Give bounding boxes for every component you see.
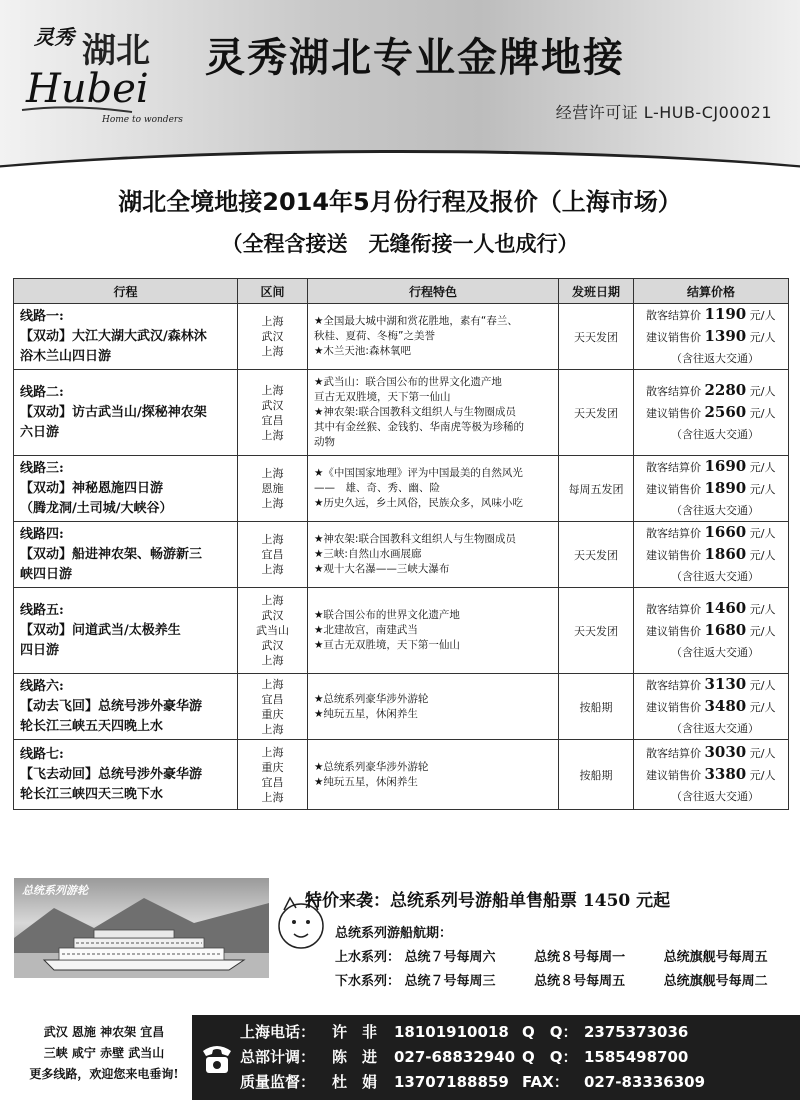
table-row [14,304,789,370]
route-name-line: 【双动】大江大湖大武汉/森林沐 [20,328,207,344]
route-features-cell [308,674,559,740]
upstream-ship-7: 总统７号每周六 [404,950,496,965]
logo-script-text: 灵秀 [34,25,74,49]
route-features-cell [308,304,559,370]
contact-name: 杜 娟 [332,1073,378,1091]
region-stop: 上海 [261,563,284,576]
route-schedule-cell: 每周五发团 [559,456,634,522]
price-note: （含往返大交通） [671,722,759,735]
feature-line: ★历史久远，乡土风俗，民族众多，风味小吃 [314,497,523,509]
route-name-line: 【双动】访古武当山/探秘神农架 [20,404,207,420]
region-stop: 武汉 [261,398,284,412]
route-name-line: 轮长江三峡四天三晚下水 [20,786,164,802]
route-schedule-cell: 按船期 [559,674,634,740]
feature-line: ★总统系列豪华涉外游轮 [314,760,429,773]
route-schedule-cell: 天天发团 [559,588,634,674]
contact-phone: 18101910018 [394,1023,509,1041]
route-region-cell [238,588,308,674]
route-price-cell [634,304,789,370]
contact-label: 上海电话： [240,1023,316,1041]
route-features-cell [308,456,559,522]
route-name-line: 【飞去动回】总统号涉外豪华游 [20,766,203,782]
route-name-cell [14,370,238,456]
header-price: 结算价格 [634,279,789,304]
route-price-cell [634,588,789,674]
feature-line: ★三峡:自然山水画展廊 [314,548,422,560]
route-name-line: 【动去飞回】总统号涉外豪华游 [20,698,203,714]
header-route: 行程 [14,279,238,304]
region-stop: 上海 [261,345,284,358]
region-stop: 宜昌 [261,775,284,789]
suggest-price-value: 3380 [704,765,747,783]
settle-price-value: 3030 [704,743,747,761]
feature-line: 亘古无双胜境，天下第一仙山 [314,391,451,403]
region-stop: 上海 [261,722,284,736]
upstream-flagship: 总统旗舰号每周五 [663,950,768,965]
cruise-ship-photo [14,878,269,978]
settle-price-label: 散客结算价 [646,461,701,474]
ship-photo-label: 总统系列游轮 [22,884,88,897]
settle-price-value: 1690 [704,457,747,475]
feature-line: 其中有金丝猴、金钱豹、华南虎等极为珍稀的 [314,421,524,433]
feature-line: ★总统系列豪华涉外游轮 [314,692,429,705]
contact-extra-value: 1585498700 [584,1048,689,1066]
price-note: （含往返大交通） [671,352,759,365]
feature-line: ★木兰天池:森林氧吧 [314,345,411,357]
route-schedule-cell: 天天发团 [559,304,634,370]
route-price-cell [634,740,789,810]
feature-line: —— 雄、奇、秀、幽、险 [314,482,440,494]
region-stop: 宜昌 [261,548,284,561]
route-name-line: 四日游 [20,642,60,658]
header-schedule: 发班日期 [559,279,634,304]
feature-line: ★神农架:联合国教科文组织人与生物圈成员 [314,533,516,545]
table-row [14,370,789,456]
price-unit: 元/人 [749,549,776,562]
route-region-cell [238,522,308,588]
suggest-price-label: 建议销售价 [646,407,701,420]
table-row [14,740,789,810]
region-stop: 武汉 [261,639,284,652]
route-name-cell [14,522,238,588]
promo-headline-text: 特价来袭：总统系列号游船单售船票 [305,891,577,911]
route-name-line: （腾龙洞/土司城/大峡谷） [20,500,173,516]
price-unit: 元/人 [749,483,776,496]
route-schedule-cell: 天天发团 [559,522,634,588]
contact-phone: 027-68832940 [394,1048,516,1066]
route-name-cell [14,740,238,810]
route-name-cell [14,674,238,740]
upstream-ship-8: 总统８号每周一 [534,950,626,965]
price-unit: 元/人 [749,701,776,714]
telephone-icon [200,1039,234,1077]
feature-line: ★《中国国家地理》评为中国最美的自然风光 [314,467,523,479]
route-name-line: 浴木兰山四日游 [20,348,112,364]
route-schedule-cell: 天天发团 [559,370,634,456]
upstream-label: 上水系列： [335,950,401,965]
price-unit: 元/人 [749,625,776,638]
route-name-line: 【双动】船进神农架、畅游新三 [20,546,203,562]
downstream-flagship: 总统旗舰号每周二 [663,974,768,989]
logo-tagline: Home to wonders [102,115,183,124]
price-unit: 元/人 [749,679,776,692]
contact-label: 总部计调： [240,1048,316,1066]
upstream-schedule [335,946,768,965]
region-stop: 武当山 [256,624,289,637]
table-row [14,522,789,588]
suggest-price-label: 建议销售价 [646,483,701,496]
logo-cn-text: 湖北 [82,31,150,71]
contact-extra-label: Q Q： [522,1023,578,1041]
contact-row [240,1021,714,1042]
region-stop: 宜昌 [261,692,284,706]
feature-line: ★北建故宫，南建武当 [314,624,418,636]
suggest-price-value: 2560 [704,403,747,421]
route-name-cell [14,456,238,522]
contact-extra-label: Q Q： [522,1048,578,1066]
route-name-line: 线路六: [20,678,64,694]
price-note: （含往返大交通） [671,570,759,583]
suggest-price-label: 建议销售价 [646,769,701,782]
downstream-schedule [335,970,768,989]
page-subtitle: 湖北全境地接2014年5月份行程及报价（上海市场） [118,188,682,216]
route-name-line: 线路一: [20,308,64,324]
route-features-cell [308,522,559,588]
logo-en-text: Hubei [26,66,149,112]
settle-price-label: 散客结算价 [646,385,701,398]
settle-price-value: 1660 [704,523,747,541]
region-stop: 上海 [261,497,284,510]
region-stop: 上海 [261,677,284,691]
price-note: （含往返大交通） [671,790,759,803]
region-stop: 恩施 [261,482,284,495]
route-name-line: 轮长江三峡五天四晚上水 [20,718,164,734]
feature-line: ★亘古无双胜境，天下第一仙山 [314,639,460,651]
region-stop: 武汉 [261,330,284,343]
promo-headline [305,886,670,911]
page-subtitle-note: （全程含接送 无缝衔接一人也成行） [221,232,579,256]
region-stop: 上海 [261,467,284,480]
route-name-line: 六日游 [20,424,60,440]
route-name-line: 线路五: [20,602,64,618]
header-banner [0,0,800,170]
suggest-price-value: 1680 [704,621,747,639]
contact-name: 陈 进 [332,1048,378,1066]
footer-line-1: 武汉 恩施 神农架 宜昌 [43,1025,165,1039]
price-unit: 元/人 [749,385,776,398]
region-stop: 武汉 [261,609,284,622]
footer-line-3: 更多线路，欢迎您来电垂询! [29,1067,179,1081]
feature-line: ★联合国公布的世界文化遗产地 [314,609,460,621]
region-stop: 重庆 [261,707,284,721]
price-unit: 元/人 [749,603,776,616]
route-features-cell [308,740,559,810]
feature-line: ★纯玩五星，休闲养生 [314,775,418,788]
settle-price-label: 散客结算价 [646,527,701,540]
feature-line: 动物 [314,436,335,448]
route-price-cell [634,522,789,588]
routes-table [13,278,789,810]
header-features: 行程特色 [308,279,559,304]
feature-line: ★神农架:联合国教科文组织人与生物圈成员 [314,406,516,418]
suggest-price-label: 建议销售价 [646,701,701,714]
route-region-cell [238,456,308,522]
settle-price-label: 散客结算价 [646,747,701,760]
route-name-line: 【双动】问道武当/太极养生 [20,622,181,638]
route-name-line: 峡四日游 [20,566,73,582]
route-price-cell [634,456,789,522]
footer-contacts [192,1015,800,1100]
route-schedule-cell: 按船期 [559,740,634,810]
route-features-cell [308,588,559,674]
region-stop: 上海 [261,654,284,667]
route-name-line: 【双动】神秘恩施四日游 [20,480,164,496]
settle-price-value: 3130 [704,675,747,693]
route-region-cell [238,740,308,810]
feature-line: 秋桂、夏荷、冬梅”之美誉 [314,330,435,342]
contact-extra-value: 027-83336309 [584,1073,706,1091]
cruise-schedule-title: 总统系列游船航期： [335,926,453,941]
settle-price-label: 散客结算价 [646,309,701,322]
suggest-price-value: 1390 [704,327,747,345]
footer-destinations [14,1022,194,1085]
price-note: （含往返大交通） [671,428,759,441]
suggest-price-value: 3480 [704,697,747,715]
route-price-cell [634,674,789,740]
feature-line: ★全国最大城中湖和赏花胜地，素有“春兰、 [314,315,518,327]
region-stop: 重庆 [261,760,284,774]
contact-extra-label: FAX： [522,1073,569,1091]
price-unit: 元/人 [749,461,776,474]
price-note: （含往返大交通） [671,504,759,517]
table-row [14,456,789,522]
settle-price-label: 散客结算价 [646,679,701,692]
license-number: 经营许可证 L-HUB-CJ00021 [555,103,772,122]
route-name-cell [14,304,238,370]
feature-line: ★纯玩五星，休闲养生 [314,707,418,720]
settle-price-value: 1190 [704,305,747,323]
region-stop: 上海 [261,745,284,759]
price-unit: 元/人 [749,309,776,322]
route-region-cell [238,304,308,370]
price-unit: 元/人 [749,747,776,760]
price-unit: 元/人 [749,769,776,782]
region-stop: 上海 [261,790,284,804]
promo-price-suffix: 元起 [636,891,671,911]
settle-price-label: 散客结算价 [646,603,701,616]
contact-label: 质量监督： [240,1073,316,1091]
price-note: （含往返大交通） [671,646,759,659]
suggest-price-label: 建议销售价 [646,625,701,638]
route-region-cell [238,674,308,740]
downstream-label: 下水系列： [335,974,401,989]
header-region: 区间 [238,279,308,304]
suggest-price-label: 建议销售价 [646,331,701,344]
route-name-line: 线路二: [20,384,64,400]
settle-price-value: 1460 [704,599,747,617]
contact-row [240,1071,714,1092]
route-name-line: 线路四: [20,526,64,542]
route-name-line: 线路三: [20,460,64,476]
route-features-cell [308,370,559,456]
price-unit: 元/人 [749,331,776,344]
route-price-cell [634,370,789,456]
settle-price-value: 2280 [704,381,747,399]
main-title: 灵秀湖北专业金牌地接 [205,35,625,81]
region-stop: 上海 [261,428,284,442]
region-stop: 上海 [261,533,284,546]
suggest-price-value: 1860 [704,545,747,563]
contact-row [240,1046,714,1067]
region-stop: 上海 [261,594,284,607]
contact-phone: 13707188859 [394,1073,509,1091]
suggest-price-label: 建议销售价 [646,549,701,562]
downstream-ship-8: 总统８号每周五 [534,974,626,989]
suggest-price-value: 1890 [704,479,747,497]
downstream-ship-7: 总统７号每周三 [404,974,496,989]
hubei-logo [12,12,187,124]
price-unit: 元/人 [749,527,776,540]
route-name-line: 线路七: [20,746,64,762]
region-stop: 上海 [261,315,284,328]
price-unit: 元/人 [749,407,776,420]
table-row [14,674,789,740]
promo-price: 1450 [582,891,631,911]
region-stop: 宜昌 [261,413,284,427]
route-region-cell [238,370,308,456]
table-row [14,588,789,674]
feature-line: ★武当山：联合国公布的世界文化遗产地 [314,376,502,388]
footer-line-2: 三峡 咸宁 赤壁 武当山 [43,1046,165,1060]
contact-extra-value: 2375373036 [584,1023,689,1041]
route-name-cell [14,588,238,674]
feature-line: ★观十大名瀑——三峡大瀑布 [314,563,450,575]
table-header-row [14,279,789,304]
region-stop: 上海 [261,383,284,397]
contact-name: 许 非 [332,1023,378,1041]
